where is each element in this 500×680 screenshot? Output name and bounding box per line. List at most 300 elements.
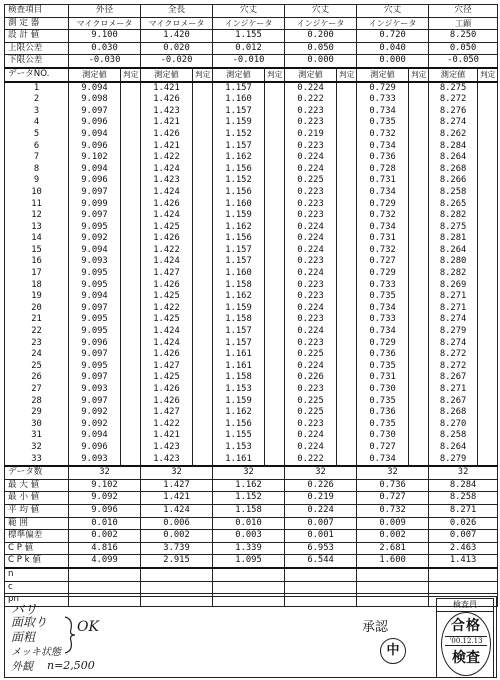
judgement-cell: [265, 314, 285, 326]
judgement-cell: [337, 199, 357, 211]
lower-cell: -0.050: [429, 55, 498, 68]
judgement-cell: [409, 372, 429, 384]
measurement-cell: 9.097: [69, 303, 121, 315]
stat-cell: 0.002: [141, 530, 213, 543]
stat-cell: 0.002: [69, 530, 141, 543]
data-row: [5, 326, 498, 338]
measurement-cell: 8.274: [429, 338, 478, 350]
judgement-cell: [478, 419, 498, 431]
data-row: [5, 106, 498, 118]
measurement-cell: 8.264: [429, 245, 478, 257]
judgement-cell: [265, 233, 285, 245]
measurement-cell: 1.426: [141, 280, 193, 292]
judgement-cell: [265, 361, 285, 373]
judgement-cell: [193, 245, 213, 257]
judgement-cell: [265, 338, 285, 350]
measurement-cell: 1.159: [213, 396, 265, 408]
judgement-cell: [478, 280, 498, 292]
measurement-cell: 9.095: [69, 314, 121, 326]
judgement-cell: [478, 152, 498, 164]
measurement-cell: 0.734: [357, 141, 409, 153]
measurement-cell: 1.158: [213, 280, 265, 292]
stat-cell: 0.007: [429, 530, 498, 543]
judgement-cell: [265, 117, 285, 129]
judgement-cell: [265, 187, 285, 199]
meas-header: 測定値: [213, 68, 265, 82]
measurement-cell: 0.223: [285, 338, 337, 350]
measurement-cell: 1.426: [141, 396, 193, 408]
stats-row: [5, 555, 498, 568]
judgement-cell: [337, 430, 357, 442]
judgement-cell: [409, 396, 429, 408]
judgement-cell: [193, 164, 213, 176]
measurement-cell: 0.224: [285, 326, 337, 338]
judge-header: 判定: [121, 68, 141, 82]
judgement-cell: [265, 82, 285, 95]
measurement-cell: 1.424: [141, 210, 193, 222]
row-number: 12: [5, 210, 69, 222]
measurement-cell: 0.225: [285, 407, 337, 419]
measurement-cell: 0.731: [357, 233, 409, 245]
measurement-cell: 1.162: [213, 152, 265, 164]
measurement-cell: 0.223: [285, 419, 337, 431]
data-row: [5, 187, 498, 199]
lower-tolerance-row: [5, 55, 498, 68]
measurement-cell: 1.157: [213, 106, 265, 118]
measurement-cell: 8.275: [429, 222, 478, 234]
stat-cell: 1.600: [357, 555, 429, 568]
measurement-cell: 1.160: [213, 199, 265, 211]
judgement-cell: [478, 430, 498, 442]
judgement-cell: [478, 106, 498, 118]
measurement-cell: 1.152: [213, 175, 265, 187]
judgement-cell: [337, 245, 357, 257]
stat-cell: 1.095: [213, 555, 285, 568]
measurement-cell: 1.425: [141, 372, 193, 384]
stat-cell: 32: [69, 466, 141, 479]
judgement-cell: [337, 454, 357, 467]
judgement-cell: [121, 82, 141, 95]
stat-cell: 9.096: [69, 504, 141, 517]
row-number: 33: [5, 454, 69, 467]
stat-label: C P k 値: [5, 555, 69, 568]
judgement-cell: [121, 129, 141, 141]
judgement-cell: [409, 349, 429, 361]
measurement-cell: 1.156: [213, 233, 265, 245]
measurement-cell: 9.098: [69, 94, 121, 106]
measurement-cell: 1.424: [141, 164, 193, 176]
brace-icon: [63, 615, 77, 655]
measurement-cell: 9.094: [69, 430, 121, 442]
judgement-cell: [337, 338, 357, 350]
stat-cell: 1.339: [213, 542, 285, 555]
row-number: 21: [5, 314, 69, 326]
measurement-cell: 1.424: [141, 256, 193, 268]
judgement-cell: [193, 199, 213, 211]
row-number: 10: [5, 187, 69, 199]
data-row: [5, 303, 498, 315]
measurement-cell: 0.729: [357, 199, 409, 211]
judgement-cell: [409, 164, 429, 176]
count-cell: [69, 568, 141, 581]
stat-cell: 2.463: [429, 542, 498, 555]
judgement-cell: [265, 291, 285, 303]
measurement-cell: 0.223: [285, 117, 337, 129]
row-number: 22: [5, 326, 69, 338]
judgement-cell: [478, 361, 498, 373]
judgement-cell: [193, 152, 213, 164]
judgement-cell: [337, 384, 357, 396]
judgement-cell: [478, 338, 498, 350]
measurement-cell: 0.735: [357, 396, 409, 408]
count-cell: [357, 568, 429, 581]
stat-cell: 0.010: [213, 517, 285, 530]
measurement-cell: 8.281: [429, 233, 478, 245]
measurement-cell: 8.265: [429, 199, 478, 211]
measurement-cell: 0.223: [285, 210, 337, 222]
stamp-inspect: 検査: [452, 650, 480, 666]
stats-row: [5, 466, 498, 479]
measurement-cell: 1.153: [213, 442, 265, 454]
data-row: [5, 291, 498, 303]
measurement-cell: 1.153: [213, 384, 265, 396]
data-row: [5, 256, 498, 268]
judgement-cell: [265, 407, 285, 419]
data-row: [5, 349, 498, 361]
measurement-cell: 1.426: [141, 349, 193, 361]
stats-row: [5, 504, 498, 517]
measurement-cell: 0.734: [357, 222, 409, 234]
judgement-cell: [265, 106, 285, 118]
stat-cell: 32: [285, 466, 357, 479]
judgement-cell: [193, 187, 213, 199]
judge-header: 判定: [337, 68, 357, 82]
measurement-cell: 9.095: [69, 268, 121, 280]
measurement-cell: 8.266: [429, 175, 478, 187]
judgement-cell: [193, 141, 213, 153]
measurement-cell: 1.157: [213, 82, 265, 95]
instrument-label: 測 定 器: [5, 17, 69, 30]
judgement-cell: [265, 210, 285, 222]
judgement-cell: [409, 233, 429, 245]
measurement-cell: 9.102: [69, 152, 121, 164]
judgement-cell: [121, 175, 141, 187]
measurement-cell: 8.270: [429, 419, 478, 431]
measurement-cell: 1.427: [141, 268, 193, 280]
judgement-cell: [121, 106, 141, 118]
stats-row: [5, 517, 498, 530]
measurement-cell: 0.732: [357, 129, 409, 141]
row-number: 32: [5, 442, 69, 454]
item-label: 検査項目: [5, 5, 69, 18]
lower-cell: 0.000: [357, 55, 429, 68]
judgement-cell: [409, 141, 429, 153]
judgement-cell: [409, 419, 429, 431]
judgement-cell: [193, 94, 213, 106]
measurement-cell: 0.729: [357, 82, 409, 95]
judgement-cell: [337, 361, 357, 373]
measurement-cell: 9.093: [69, 384, 121, 396]
stat-cell: 1.152: [213, 492, 285, 505]
row-number: 14: [5, 233, 69, 245]
measurement-cell: 0.219: [285, 129, 337, 141]
measurement-cell: 9.097: [69, 210, 121, 222]
row-number: 5: [5, 129, 69, 141]
judgement-cell: [265, 152, 285, 164]
stat-cell: 0.727: [357, 492, 429, 505]
row-number: 6: [5, 141, 69, 153]
row-number: 13: [5, 222, 69, 234]
measurement-cell: 1.424: [141, 326, 193, 338]
judgement-cell: [478, 141, 498, 153]
measurement-cell: 1.156: [213, 419, 265, 431]
measurement-cell: 0.736: [357, 349, 409, 361]
stat-cell: 1.162: [213, 479, 285, 492]
judge-header: 判定: [409, 68, 429, 82]
item-row: [5, 5, 498, 18]
lower-cell: -0.030: [69, 55, 141, 68]
measurement-cell: 0.729: [357, 268, 409, 280]
data-no-label: データNO.: [5, 68, 69, 82]
inspection-stamp: [441, 612, 491, 676]
measurement-cell: 0.225: [285, 175, 337, 187]
instrument-cell: インジケータ: [213, 17, 285, 30]
judgement-cell: [409, 326, 429, 338]
row-number: 16: [5, 256, 69, 268]
judgement-cell: [193, 326, 213, 338]
judgement-cell: [193, 222, 213, 234]
measurement-cell: 0.222: [285, 454, 337, 467]
judgement-cell: [409, 82, 429, 95]
design-label: 設 計 値: [5, 30, 69, 43]
measurement-cell: 9.095: [69, 361, 121, 373]
measurement-cell: 1.426: [141, 384, 193, 396]
judgement-cell: [121, 442, 141, 454]
measurement-cell: 1.162: [213, 407, 265, 419]
measurement-cell: 1.425: [141, 291, 193, 303]
row-number: 24: [5, 349, 69, 361]
approval-seal: 中: [380, 638, 406, 664]
judgement-cell: [337, 222, 357, 234]
design-cell: 9.100: [69, 30, 141, 43]
judgement-cell: [193, 384, 213, 396]
judgement-cell: [193, 117, 213, 129]
measurement-cell: 9.097: [69, 187, 121, 199]
judgement-cell: [265, 245, 285, 257]
row-number: 2: [5, 94, 69, 106]
item-cell: 穴丈: [213, 5, 285, 18]
meas-header: 測定値: [141, 68, 193, 82]
row-number: 27: [5, 384, 69, 396]
stat-label: C P 値: [5, 542, 69, 555]
judgement-cell: [265, 222, 285, 234]
judgement-cell: [121, 94, 141, 106]
row-number: 11: [5, 199, 69, 211]
stats-row: [5, 492, 498, 505]
measurement-cell: 0.224: [285, 245, 337, 257]
count-cell: [357, 581, 429, 594]
judgement-cell: [265, 175, 285, 187]
measurement-cell: 1.422: [141, 152, 193, 164]
judgement-cell: [478, 222, 498, 234]
data-row: [5, 268, 498, 280]
item-cell: 穴径: [429, 5, 498, 18]
stat-cell: 2.681: [357, 542, 429, 555]
row-number: 1: [5, 82, 69, 95]
data-row: [5, 419, 498, 431]
judgement-cell: [478, 407, 498, 419]
measurement-cell: 0.224: [285, 82, 337, 95]
data-row: [5, 361, 498, 373]
judgement-cell: [409, 454, 429, 467]
judgement-cell: [409, 222, 429, 234]
judgement-cell: [121, 152, 141, 164]
measurement-cell: 8.264: [429, 152, 478, 164]
judgement-cell: [478, 396, 498, 408]
measurement-cell: 1.424: [141, 187, 193, 199]
note-count: n=2,500: [47, 659, 95, 672]
count-cell: [285, 568, 357, 581]
stat-cell: 32: [213, 466, 285, 479]
judgement-cell: [409, 256, 429, 268]
data-row: [5, 152, 498, 164]
measurement-cell: 0.223: [285, 141, 337, 153]
measurement-cell: 0.225: [285, 349, 337, 361]
measurement-cell: 9.092: [69, 233, 121, 245]
measurement-cell: 0.223: [285, 256, 337, 268]
measurement-cell: 0.223: [285, 187, 337, 199]
judgement-cell: [478, 94, 498, 106]
measurement-cell: 0.731: [357, 175, 409, 187]
measurement-cell: 0.223: [285, 106, 337, 118]
measurement-cell: 1.159: [213, 210, 265, 222]
judgement-cell: [121, 256, 141, 268]
judgement-cell: [478, 291, 498, 303]
measurement-cell: 1.422: [141, 245, 193, 257]
judgement-cell: [121, 141, 141, 153]
measurement-cell: 0.732: [357, 210, 409, 222]
judgement-cell: [121, 222, 141, 234]
design-cell: 8.250: [429, 30, 498, 43]
data-row: [5, 280, 498, 292]
count-row: [5, 581, 498, 594]
measurement-cell: 9.093: [69, 256, 121, 268]
judgement-cell: [478, 187, 498, 199]
upper-cell: 0.030: [69, 42, 141, 55]
measurement-cell: 1.424: [141, 338, 193, 350]
judgement-cell: [193, 361, 213, 373]
judgement-cell: [265, 419, 285, 431]
count-row: [5, 568, 498, 581]
judgement-cell: [193, 430, 213, 442]
inspector-label: 検査員: [437, 599, 493, 612]
measurement-cell: 0.224: [285, 222, 337, 234]
row-number: 28: [5, 396, 69, 408]
measurement-cell: 0.730: [357, 430, 409, 442]
measurement-cell: 1.157: [213, 326, 265, 338]
judgement-cell: [193, 349, 213, 361]
stat-cell: 6.544: [285, 555, 357, 568]
measurement-cell: 9.094: [69, 291, 121, 303]
measurement-cell: 1.421: [141, 82, 193, 95]
stat-cell: 1.413: [429, 555, 498, 568]
judgement-cell: [121, 280, 141, 292]
measurement-cell: 1.423: [141, 442, 193, 454]
judgement-cell: [478, 314, 498, 326]
count-cell: [141, 568, 213, 581]
judgement-cell: [265, 326, 285, 338]
judgement-cell: [193, 419, 213, 431]
judgement-cell: [193, 256, 213, 268]
stat-cell: 0.009: [357, 517, 429, 530]
judgement-cell: [121, 233, 141, 245]
measurement-cell: 1.421: [141, 430, 193, 442]
stat-cell: 9.092: [69, 492, 141, 505]
measurement-cell: 8.280: [429, 256, 478, 268]
stat-cell: 1.427: [141, 479, 213, 492]
judgement-cell: [265, 454, 285, 467]
stat-cell: 1.424: [141, 504, 213, 517]
measurement-cell: 1.157: [213, 245, 265, 257]
data-row: [5, 407, 498, 419]
measurement-cell: 9.094: [69, 164, 121, 176]
design-cell: 0.200: [285, 30, 357, 43]
inspection-sheet: [4, 4, 497, 607]
lower-label: 下限公差: [5, 55, 69, 68]
measurement-cell: 1.160: [213, 268, 265, 280]
measurement-cell: 0.733: [357, 94, 409, 106]
judgement-cell: [121, 164, 141, 176]
judgement-cell: [121, 338, 141, 350]
judgement-cell: [478, 82, 498, 95]
stat-label: 最 小 値: [5, 492, 69, 505]
instrument-cell: 工顕: [429, 17, 498, 30]
measurement-cell: 8.274: [429, 314, 478, 326]
stats-row: [5, 479, 498, 492]
measurement-cell: 1.162: [213, 291, 265, 303]
judgement-cell: [337, 268, 357, 280]
data-row: [5, 175, 498, 187]
judgement-cell: [478, 117, 498, 129]
measurement-cell: 8.272: [429, 349, 478, 361]
measurement-cell: 0.734: [357, 303, 409, 315]
judge-header: 判定: [478, 68, 498, 82]
judgement-cell: [265, 430, 285, 442]
upper-cell: 0.012: [213, 42, 285, 55]
stat-cell: 8.271: [429, 504, 498, 517]
measurement-cell: 8.279: [429, 326, 478, 338]
judgement-cell: [121, 303, 141, 315]
judgement-cell: [409, 442, 429, 454]
data-row: [5, 442, 498, 454]
judgement-cell: [121, 245, 141, 257]
data-row: [5, 233, 498, 245]
data-row: [5, 164, 498, 176]
judgement-cell: [478, 442, 498, 454]
measurement-cell: 9.095: [69, 326, 121, 338]
measurement-cell: 0.735: [357, 419, 409, 431]
stat-cell: 0.736: [357, 479, 429, 492]
judgement-cell: [121, 187, 141, 199]
data-row: [5, 129, 498, 141]
row-number: 18: [5, 280, 69, 292]
row-number: 4: [5, 117, 69, 129]
judgement-cell: [121, 454, 141, 467]
judgement-cell: [337, 187, 357, 199]
judgement-cell: [337, 442, 357, 454]
measurement-cell: 1.425: [141, 222, 193, 234]
judgement-cell: [478, 233, 498, 245]
